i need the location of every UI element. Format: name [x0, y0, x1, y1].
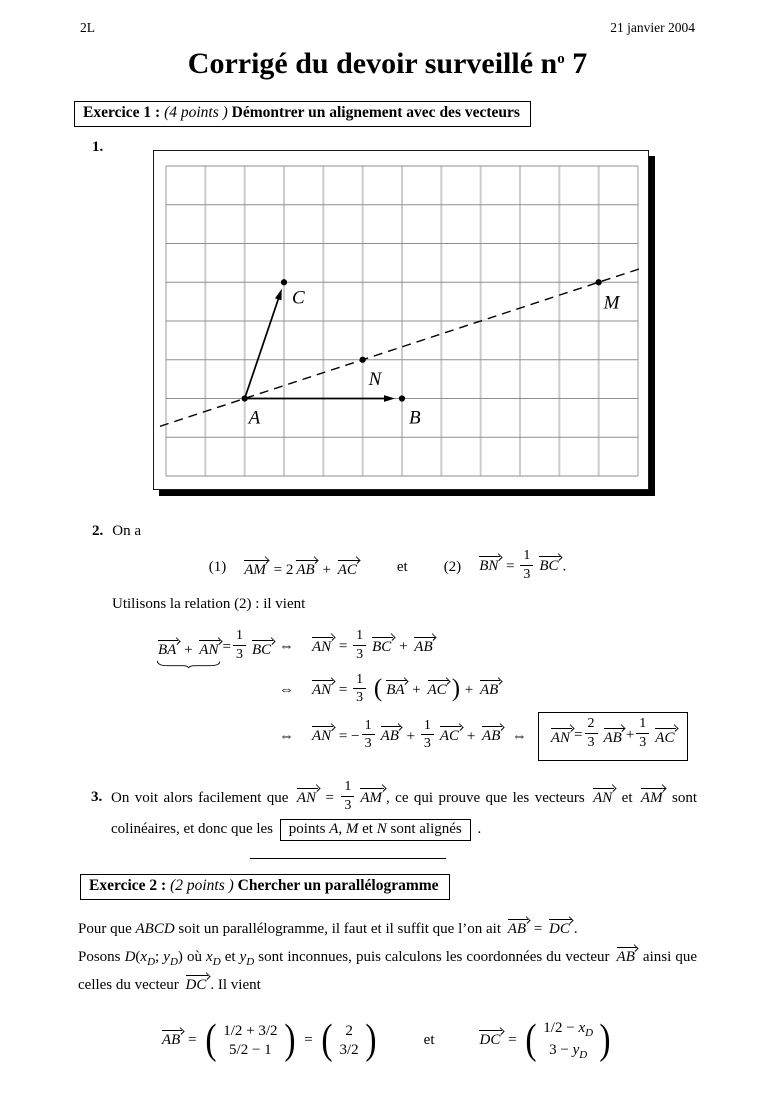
relation-intro-text: Utilisons la relation (2) : il vient: [112, 596, 306, 612]
equation-1-label: (1): [208, 558, 227, 575]
vector-arrow-icon: [297, 785, 318, 789]
vector-arrow-icon: [372, 634, 393, 638]
vector-arrow-icon: [414, 634, 434, 638]
vector-arrow-icon: [360, 785, 384, 789]
vector-arrow-icon: [440, 723, 461, 727]
exercise2-paragraph-1: Pour que ABCD soit un parallélogramme, il faut et il suffit que l’on ait AB = DC .: [78, 915, 697, 941]
vector-arrow-icon: [312, 677, 333, 681]
item-2: [92, 523, 775, 540]
page-header: [0, 0, 775, 36]
header-date: 21 janvier 2004: [610, 20, 695, 35]
derivation-row1-lhs: BA + AN = $\frac{1}{3}$ BC: [155, 630, 279, 664]
vector-arrow-icon: [655, 725, 676, 729]
derivation-row1-rhs: ⇔ AN = $\frac{1}{3}$ BC + AB: [279, 628, 433, 662]
derivation-row-1: [155, 626, 775, 669]
vector-arrow-icon: [604, 725, 624, 729]
derivation-block: [155, 626, 775, 761]
vector-arrow-icon: [296, 557, 316, 561]
item-2-intro: On a: [112, 523, 141, 539]
coordinate-equations: [0, 1011, 775, 1071]
vector-arrow-icon: [428, 677, 449, 681]
vector-arrow-icon: [199, 637, 220, 641]
exercise1-label: Exercice 1 :: [83, 104, 161, 121]
vector-arrow-icon: [551, 725, 572, 729]
item-3-period: .: [473, 820, 482, 837]
vector-arrow-icon: [244, 557, 268, 561]
point-dot-C: [281, 279, 287, 285]
exercise2-paragraph-2: Posons $D(x_D$; $y_D$) où $x_D$ et $y_D$ sont inconnues, puis calculons les coordonnées du vecteur AB ainsi que celles du vecteur DC . Il vient: [78, 943, 697, 997]
equations-connector: et: [396, 558, 408, 575]
item-1-number: 1.: [92, 139, 104, 155]
vector-arrow-icon: [386, 677, 406, 681]
vector-figure: [153, 150, 649, 490]
vector-arrow-icon: [186, 972, 209, 976]
vector-AC: [245, 293, 281, 399]
underbrace-glyph: [157, 660, 220, 668]
vector-arrow-icon: [338, 557, 359, 561]
vector-arrow-icon: [252, 637, 273, 641]
point-dot-A: [242, 395, 248, 401]
item-3: [78, 781, 697, 843]
coordinate-equations-connector: et: [423, 1032, 435, 1049]
aligned-points-box: points A, M et N sont alignés: [280, 819, 471, 841]
item-3-text: On voit alors facilement que AN = $\frac{1}{3}$ AM , ce qui prouve que les vecteurs AN et AM sont colinéaires, et donc que les: [111, 779, 697, 837]
title-text: Corrigé du devoir surveillé n: [187, 47, 558, 80]
point-dot-M: [596, 279, 602, 285]
point-label-A: A: [248, 407, 261, 429]
exercise2-title: Chercher un parallélogramme: [237, 877, 439, 895]
figure-canvas: [154, 151, 648, 489]
point-dot-B: [399, 395, 405, 401]
exercise2-points: (2 points ): [170, 877, 234, 895]
point-label-B: B: [408, 407, 421, 429]
header-class-label: 2L: [80, 20, 95, 35]
derivation-row-3: ⇔ AN = − $\frac{1}{3}$ AB + $\frac{1}{3}$ AC + AB ⇔ AN = $\frac{2}{3}$ AB + $\frac{1}{3}$ AC: [155, 712, 775, 761]
point-dot-N: [360, 357, 366, 363]
exercise1-header-box: [74, 101, 531, 127]
result-box: AN = $\frac{2}{3}$ AB + $\frac{1}{3}$ AC: [538, 712, 689, 761]
exercise2-header-box: [80, 874, 450, 900]
vector-arrow-icon: [479, 553, 500, 557]
ab-vector-equation: AB = ( 1/2 + 3/2 5/2 − 1 ) = ( 2 3/2 ): [161, 1017, 377, 1064]
point-label-N: N: [368, 368, 382, 390]
point-label-C: C: [291, 287, 305, 309]
vector-arrow-icon: [480, 677, 500, 681]
section-divider: [250, 858, 446, 859]
vector-arrow-icon: [593, 785, 614, 789]
vector-arrow-icon: [381, 723, 401, 727]
exercise1-title: Démontrer un alignement avec des vecteurs: [231, 104, 520, 121]
exercise2-label: Exercice 2 :: [89, 877, 167, 895]
document-title: [0, 47, 775, 81]
equation-2: BN = $\frac{1}{3}$ BC .: [479, 547, 567, 582]
vector-arrow-icon: [312, 723, 333, 727]
vector-AC-arrowhead: [275, 289, 282, 301]
vector-arrow-icon: [479, 1027, 502, 1031]
vector-arrow-icon: [312, 634, 333, 638]
vector-arrow-icon: [162, 1027, 182, 1031]
item-2-number: 2.: [92, 523, 104, 539]
numbered-equations: [0, 547, 775, 587]
vector-arrow-icon: [508, 916, 528, 920]
vector-arrow-icon: [482, 723, 502, 727]
exercise1-points: (4 points ): [164, 104, 228, 121]
derivation-row-2: ⇔ AN = $\frac{1}{3}$ ( BA + AC ) + AB: [279, 671, 499, 706]
vector-arrow-icon: [549, 916, 572, 920]
vector-arrow-icon: [158, 637, 178, 641]
title-number: 7: [564, 47, 588, 80]
item-3-number: 3.: [91, 789, 103, 806]
title-ordinal: o: [557, 51, 565, 67]
vector-AB-arrowhead: [384, 395, 395, 402]
vector-arrow-icon: [641, 785, 665, 789]
point-label-M: M: [603, 292, 620, 314]
vector-arrow-icon: [617, 944, 637, 948]
dc-vector-equation: DC = ( $1/2 - x_D$ $3 - y_D$ ): [479, 1017, 611, 1064]
vector-arrow-icon: [539, 553, 560, 557]
equation-1: AM = 2 AB + AC: [241, 556, 361, 579]
equation-2-label: (2): [443, 558, 462, 575]
